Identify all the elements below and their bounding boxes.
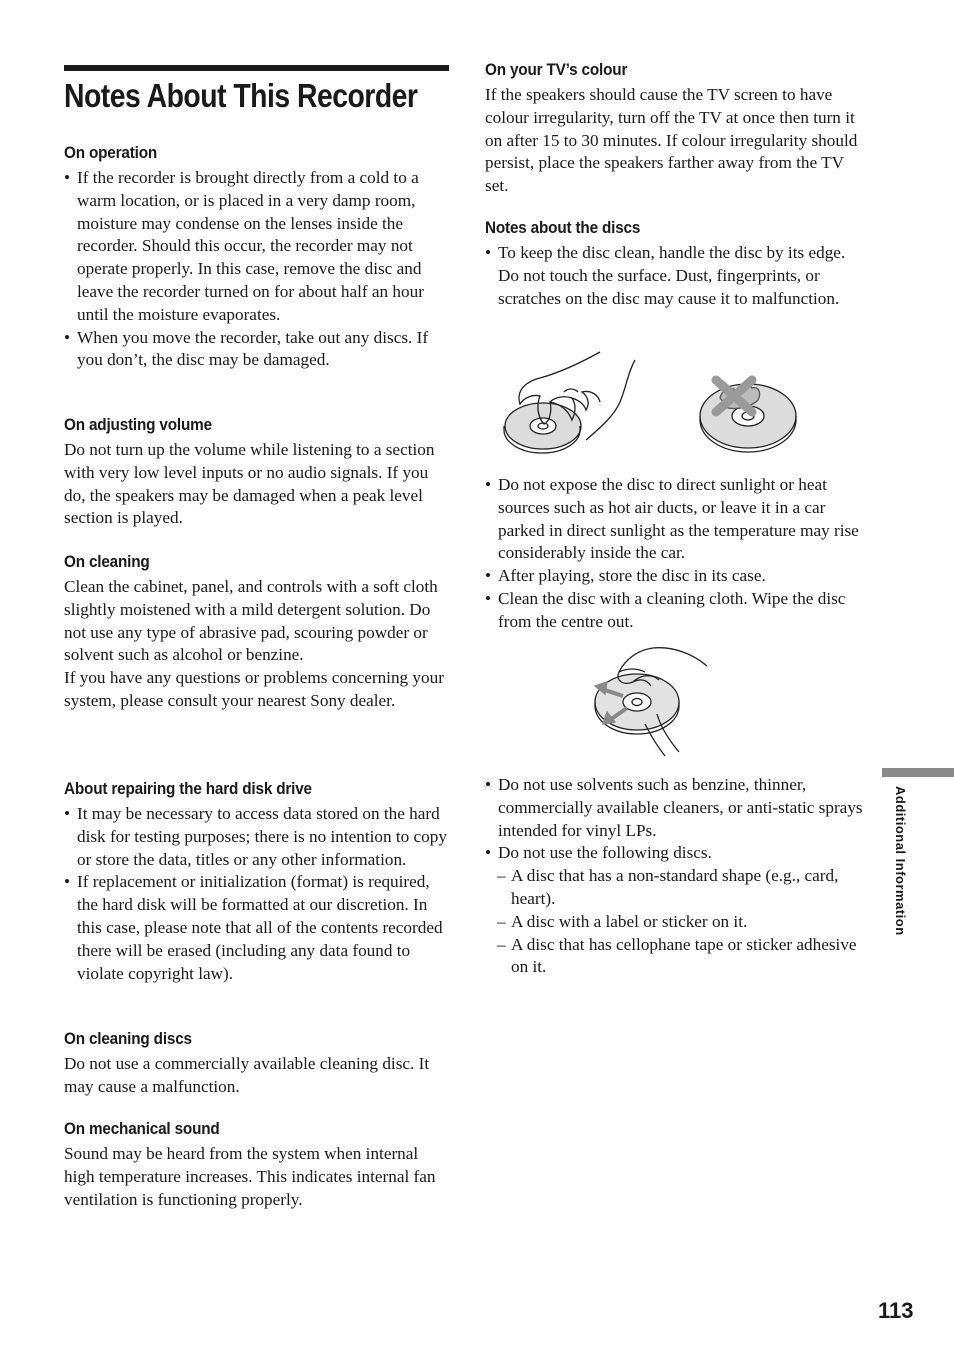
list-on-operation — [64, 167, 448, 372]
heading-on-adjusting-volume: On adjusting volume — [64, 415, 212, 434]
section-on-adjusting-volume — [64, 414, 448, 530]
page-number: 113 — [878, 1298, 914, 1323]
text-on-tv-colour: If the speakers should cause the TV screen to have colour irregularity, turn off the TV at once then turn it on after 15 to 30 minutes. If colour irregularity should persist, place the speakers farther away from the TV set. — [485, 85, 858, 196]
section-disc-care — [485, 474, 869, 634]
disc-surface-touch-prohibited-icon — [700, 380, 796, 452]
section-on-cleaning — [64, 551, 448, 713]
list-notes-discs-b — [485, 474, 869, 634]
disc-held-by-edge-icon — [504, 352, 635, 453]
section-disc-warnings — [485, 774, 869, 979]
list-item: • Do not use solvents such as benzine, thinner, commercially available cleaners, or anti-static sprays intended for vinyl LPs. — [485, 774, 869, 842]
section-on-operation — [64, 142, 448, 372]
list-item: • When you move the recorder, take out any discs. If you don’t, the disc may be damaged. — [64, 327, 448, 373]
text-on-adjusting-volume: Do not turn up the volume while listening to a section with very low level inputs or no audio signals. If you do, the speakers may be damaged when a peak level section is played. — [64, 440, 435, 528]
list-item: • If replacement or initialization (format) is required, the hard disk will be formatted at our discretion. In this case, please note that all of the contents recorded there will be erased (including any data found to violate copyright law). — [64, 871, 448, 985]
section-on-cleaning-discs — [64, 1028, 448, 1099]
heading-on-cleaning-discs: On cleaning discs — [64, 1029, 192, 1048]
text-on-mechanical-sound: Sound may be heard from the system when internal high temperature increases. This indicates internal fan ventilation is functioning properly. — [64, 1144, 436, 1209]
list-item: • After playing, store the disc in its case. — [485, 565, 869, 588]
title-rule — [64, 65, 449, 71]
heading-on-operation: On operation — [64, 143, 158, 162]
side-tab-marker — [882, 768, 954, 777]
section-on-tv-colour — [485, 59, 869, 198]
wipe-disc-from-centre-icon — [595, 648, 707, 756]
list-item: – A disc that has a non-standard shape (e.g., card, heart). — [485, 865, 869, 911]
list-item: • It may be necessary to access data stored on the hard disk for testing purposes; there is no intention to copy or store the data, titles or any other information. — [64, 803, 448, 871]
list-item: • Do not use the following discs. — [485, 842, 869, 865]
heading-about-repairing: About repairing the hard disk drive — [64, 779, 312, 798]
list-notes-discs-a — [485, 242, 869, 310]
heading-on-tv-colour: On your TV’s colour — [485, 60, 628, 79]
heading-on-mechanical-sound: On mechanical sound — [64, 1119, 220, 1138]
list-notes-discs-c — [485, 774, 869, 865]
disc-handling-illustration — [502, 348, 802, 460]
heading-notes-discs: Notes about the discs — [485, 218, 641, 237]
list-item: – A disc that has cellophane tape or sticker adhesive on it. — [485, 934, 869, 980]
paragraph: If you have any questions or problems concerning your system, please consult your nearest Sony dealer. — [64, 668, 444, 710]
section-notes-discs — [485, 217, 869, 310]
section-about-repairing — [64, 778, 448, 985]
list-item: • Clean the disc with a cleaning cloth. Wipe the disc from the centre out. — [485, 588, 869, 634]
disc-cleaning-illustration — [593, 644, 715, 760]
list-about-repairing — [64, 803, 448, 985]
list-item: • If the recorder is brought directly from a cold to a warm location, or is placed in a very damp room, moisture may condense on the lenses inside the recorder. Should this occur, the recorder may not operate properly. In this case, remove the disc and leave the recorder turned on for about half an hour until the moisture evaporates. — [64, 167, 448, 327]
list-item: • Do not expose the disc to direct sunlight or heat sources such as hot air ducts, or leave it in a car parked in direct sunlight as the temperature may rise considerably inside the car. — [485, 474, 869, 565]
heading-on-cleaning: On cleaning — [64, 552, 150, 571]
list-prohibited-discs — [485, 865, 869, 979]
text-on-cleaning-discs: Do not use a commercially available cleaning disc. It may cause a malfunction. — [64, 1054, 430, 1096]
section-side-label: Additional Information — [893, 786, 908, 936]
list-item: • To keep the disc clean, handle the disc by its edge. Do not touch the surface. Dust, fingerprints, or scratches on the disc may cause it to malfunction. — [485, 242, 869, 310]
list-item: – A disc with a label or sticker on it. — [485, 911, 869, 934]
section-on-mechanical-sound — [64, 1118, 448, 1211]
paragraph: Clean the cabinet, panel, and controls with a soft cloth slightly moistened with a mild detergent solution. Do not use any type of abrasive pad, scouring powder or solvent such as alcohol or benzine. — [64, 577, 438, 665]
page-title: Notes About This Recorder — [64, 77, 418, 114]
